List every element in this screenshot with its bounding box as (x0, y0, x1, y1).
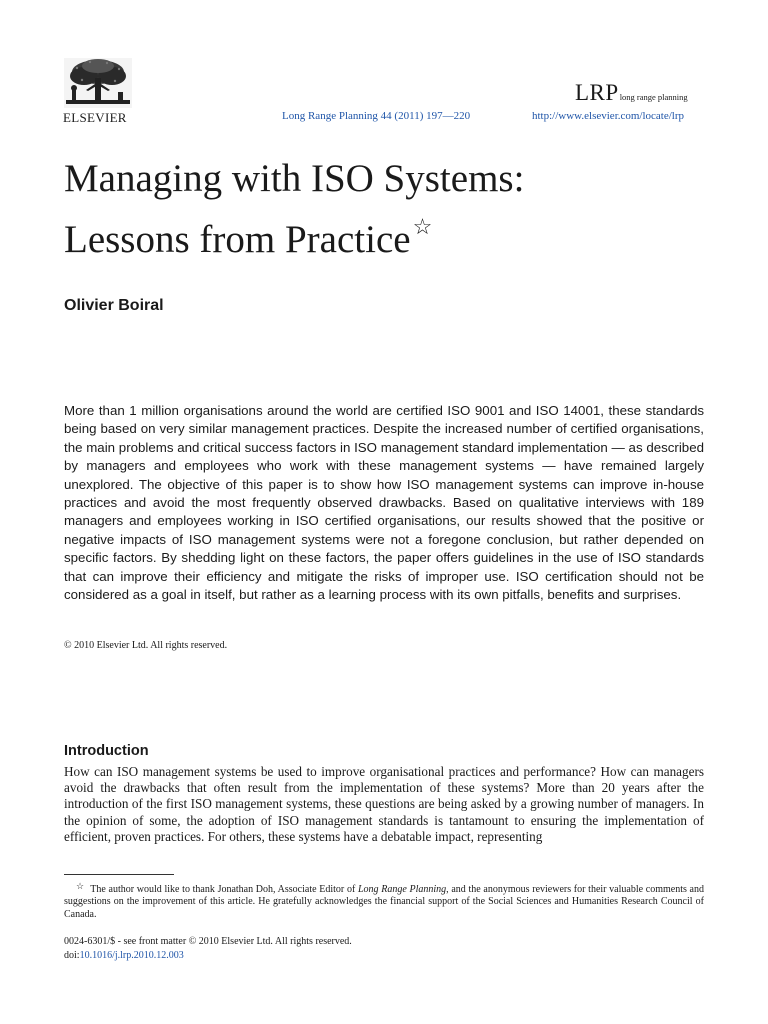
introduction-paragraph: How can ISO management systems be used to improve organisational practices and performance? How can managers avoid the drawbacks that often result from the implementation of these systems? More than 20 years after the introduction of the first ISO management systems, these questions are being asked by a growing number of managers. In the opinion of some, the adoption of ISO management standards is tantamount to ensuring the implementation of efficient, proven practices. For others, these systems have a debatable impact, representing (64, 764, 704, 844)
footnote (64, 880, 704, 921)
elsevier-tree-logo (62, 56, 134, 110)
journal-citation-link[interactable]: Long Range Planning 44 (2011) 197—220 (282, 110, 471, 122)
journal-brand (575, 80, 688, 106)
abstract-copyright: © 2010 Elsevier Ltd. All rights reserved. (64, 640, 228, 651)
publisher-name: ELSEVIER (63, 110, 127, 125)
article-author[interactable]: Olivier Boiral (64, 297, 164, 314)
abstract-text: More than 1 million organisations around the world are certified ISO 9001 and ISO 14001, these standards being based on very similar management practices. Despite the increased number of certified organisations, the main problems and critical success factors in ISO management standard implementation — as described by managers and employees who work with these management systems — have remained largely unexplored. The objective of this paper is to show how ISO management systems can improve in-house practices and avoid the most frequently observed drawbacks. Based on qualitative interviews with 189 managers and employees working in ISO certified organisations, our results showed that the positive or negative impacts of ISO management systems were not a foregone conclusion, but rather depended on specific factors. By shedding light on these factors, the paper offers guidelines in the use of ISO standards that can improve their efficiency and mitigate the risks of improper use. ISO certification should not be considered as a goal in itself, but rather as a learning process with its own pitfalls, benefits and surprises. (64, 403, 704, 603)
article-title-line-1: Managing with ISO Systems: (64, 157, 525, 200)
article-title (64, 155, 704, 264)
issn-line: 0024-6301/$ - see front matter © 2010 Elsevier Ltd. All rights reserved. (64, 936, 352, 947)
footnote-journal-name: Long Range Planning (357, 884, 447, 895)
section-heading-introduction: Introduction (64, 743, 149, 759)
footnote-star-icon: ☆ (76, 881, 85, 891)
journal-url-link[interactable]: http://www.elsevier.com/locate/lrp (532, 110, 685, 122)
doi-line (64, 950, 184, 961)
journal-brand-acronym: LRP (575, 80, 619, 105)
article-title-line-2: Lessons from Practice (64, 218, 411, 261)
doi-prefix: doi: (64, 950, 80, 961)
title-footnote-star-icon[interactable]: ☆ (412, 214, 433, 239)
journal-brand-full-name: long range planning (619, 92, 688, 102)
footnote-text-part-2: , and the anonymous reviewers for their valuable comments and suggestions on the improvement of this article. He gratefully acknowledges the financial support of the Social Sciences and Humanities Research Council of Canada. (64, 884, 704, 920)
footnote-text-part-1: The author would like to thank Jonathan Doh, Associate Editor of (90, 884, 358, 895)
footnote-divider (64, 874, 174, 875)
doi-link[interactable]: 10.1016/j.lrp.2010.12.003 (79, 950, 184, 961)
